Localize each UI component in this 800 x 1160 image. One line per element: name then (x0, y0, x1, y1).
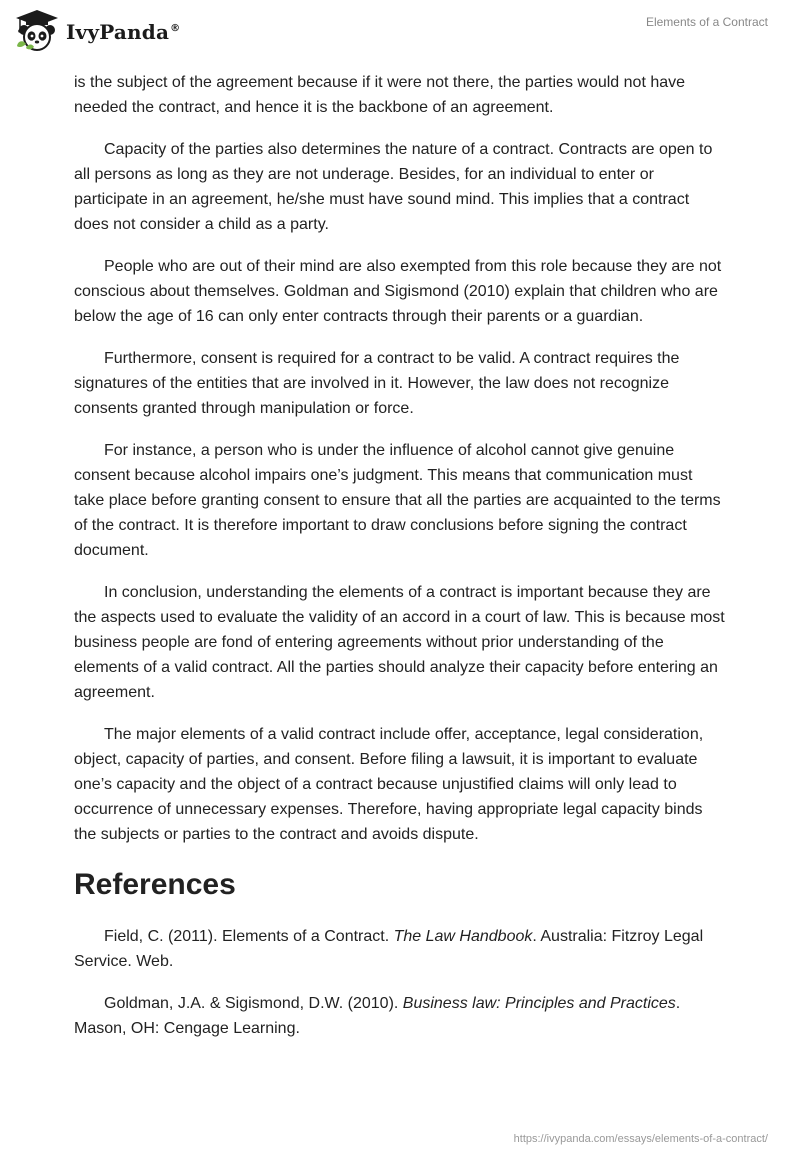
paragraph-capacity: Capacity of the parties also determines the nature of a contract. Contracts are open to all persons as long as they are not underage. Besides, for an individual to enter or participate in an agreement, he/she must have sound mind. This implies that a contract does not consider a child as a party. (74, 141, 713, 233)
paragraph-exemptions: People who are out of their mind are also exempted from this role because they are not conscious about themselves. Goldman and Sigismond (2010) explain that children who are below the age of 16 can only enter contracts through their parents or a guardian. (74, 258, 722, 325)
paragraph-conclusion: In conclusion, understanding the elements of a contract is important because they are the aspects used to evaluate the validity of an accord in a court of law. This is because most business people are fond of entering agreements without prior understanding of the elements of a valid contract. All the parties should analyze their capacity before entering an agreement. (74, 584, 725, 701)
reference-title: Business law: Principles and Practices (402, 995, 676, 1012)
reference-item (74, 924, 726, 974)
reference-title: The Law Handbook (393, 928, 533, 945)
source-url[interactable]: https://ivypanda.com/essays/elements-of-a-contract/ (513, 1133, 768, 1145)
paragraph-consent: Furthermore, consent is required for a contract to be valid. A contract requires the signatures of the entities that are involved in it. However, the law does not recognize consents granted through manipulation or force. (74, 350, 680, 417)
reference-author: Goldman, J.A. & Sigismond, D.W. (2010). (104, 995, 403, 1012)
reference-item (74, 991, 726, 1041)
paragraph-summary: The major elements of a valid contract include offer, acceptance, legal consideration, object, capacity of parties, and consent. Before filing a lawsuit, it is important to evaluate one’s capacity and the object of a contract because unjustified claims will only lead to occurrence of unnecessary expenses. Therefore, having appropriate legal capacity binds the subjects or parties to the contract and avoids dispute. (74, 726, 704, 843)
paragraph-alcohol: For instance, a person who is under the influence of alcohol cannot give genuine consent because alcohol impairs one’s judgment. This means that communication must take place before granting consent to ensure that all the parties are acquainted to the terms of the contract. It is therefore important to draw conclusions before signing the contract document. (74, 442, 721, 559)
reference-publisher: . Mason, OH: Cengage Learning. (74, 995, 681, 1037)
panda-graduate-icon (14, 8, 60, 52)
document-title: Elements of a Contract (645, 15, 768, 29)
registered-mark: ® (170, 23, 181, 35)
paragraph-continued: is the subject of the agreement because if it were not there, the parties would not have needed the contract, and hence it is the backbone of an agreement. (74, 74, 686, 116)
page-header (0, 0, 800, 70)
essay-content (74, 70, 726, 1058)
reference-publisher: . Australia: Fitzroy Legal Service. Web. (74, 928, 704, 970)
brand-name: IvyPanda® (66, 20, 181, 44)
ivypanda-logo[interactable] (14, 8, 180, 52)
references-heading: References (74, 868, 236, 901)
reference-author: Field, C. (2011). Elements of a Contract. (104, 928, 394, 945)
